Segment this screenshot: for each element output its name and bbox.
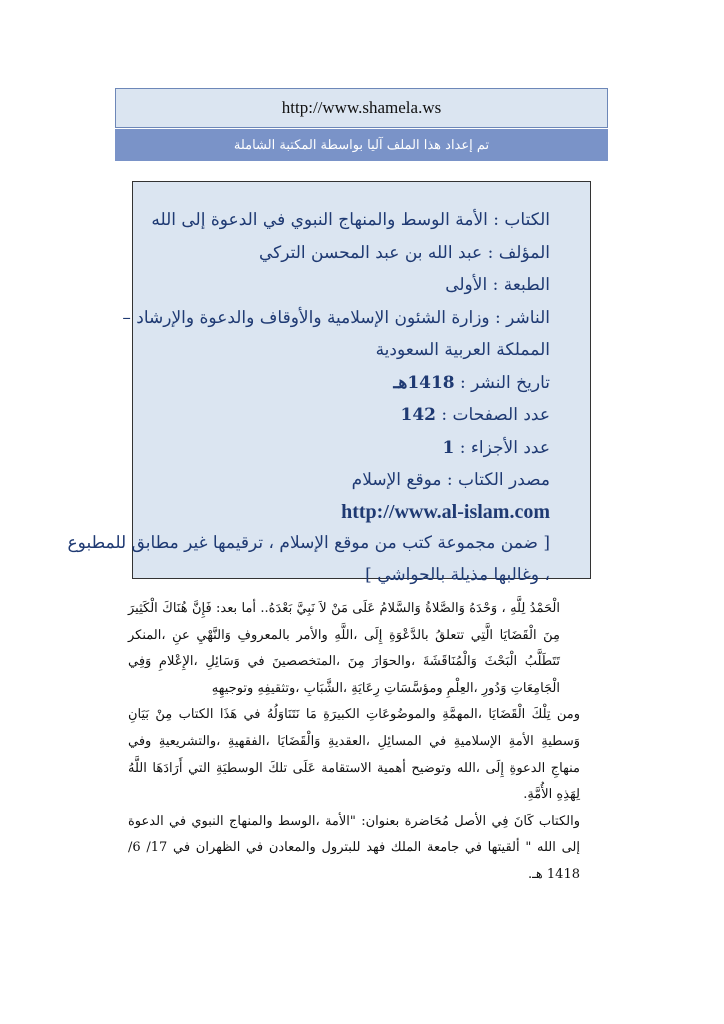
book-source: مصدر الكتاب : موقع الإسلام: [351, 470, 550, 490]
pages-label: عدد الصفحات :: [441, 405, 550, 425]
book-edition: الطبعة : الأولى: [445, 275, 550, 295]
pages-value: 142: [400, 405, 437, 425]
intro-text: [128, 596, 580, 889]
book-author: المؤلف : عبد الله بن عبد المحسن التركي: [258, 242, 550, 263]
book-note-line-1: [ ضمن مجموعة كتب من موقع الإسلام ، ترقيمها غير مطابق للمطبوع: [67, 532, 550, 553]
intro-paragraph-3: والكتاب كَانَ فِي الأصل مُحَاضرة بعنوان: "الأمة ،الوسط والمنهاج النبوي في الدعوة إلى الله " ألقيتها في جامعة الملك فهد للبترول والمعادن في الظهران في 17/ 6/ 1418 هـ.: [128, 813, 580, 882]
book-publisher-line-1: الناشر : وزارة الشئون الإسلامية والأوقاف والدعوة والإرشاد –: [122, 307, 550, 328]
book-pages: [151, 399, 550, 432]
site-url-header: [115, 88, 608, 128]
site-url-text: http://www.shamela.ws: [281, 98, 442, 117]
book-publisher-line-2: المملكة العربية السعودية: [375, 340, 550, 360]
intro-paragraph-1: الْحَمْدُ لِلَّهِ ، وَحْدَهُ وَالصَّلاةُ وَالسَّلامُ عَلَى مَنْ لاَ نَبِيَّ بَعْدَهُ.. أما بعد: فَإِنَّ هُنَاكَ الْكَثِيرَ مِنَ الْقَضَايَا الَّتِي تتعلقُ بالدَّعْوَةِ إِلَى ،اللَّهِ والأمر بالمعروفِ وَالنَّهْيِ عنِ ،المنكر تَتَطَلَّبُ الْبَحْثَ وَالْمُنَاقَشَةَ ،والحوَارَ مِنَ ،المتخصصينَ في وَسَائِلِ ،الإِعْلامِ وَفِي الْجَامِعَاتِ وَدُورِ ،العِلْمِ ومؤسَّسَاتِ رِعَايَةِ ،الشَّبَابِ ،وتثقيفِهِ وتوجيهِهِ: [128, 601, 560, 696]
parts-label: عدد الأجزاء :: [459, 437, 550, 458]
book-info-box: [67, 181, 591, 585]
pub-date-value: 1418هـ: [393, 372, 455, 393]
book-note-line-2: ، وغالبها مذيلة بالحواشي ]: [365, 565, 550, 585]
book-pub-date: [151, 367, 550, 400]
book-title: الكتاب : الأمة الوسط والمنهاج النبوي في الدعوة إلى الله: [151, 210, 550, 230]
intro-paragraph-2: ومن تِلْكَ الْقَضَايَا ،المهمَّةِ والموضُوعَاتِ الكبيرَةِ مَا نَتَنَاوَلُهُ في هَذَا الكتاب مِنْ بَيَانِ وَسطيةِ الأمةِ الإسلاميةِ في المسائِلِ ،العقديةِ وَالْقَضَايَا ،الفقهيةِ ،والتشريعيةِ وفي منهاجِ الدعوةِ إِلَى ،الله وتوضيح أهمية الاستقامة عَلَى تلكَ الوسطيَةِ التي أَرَادَهَا اللَّهُ لِهَذِهِ الأُمَّةِ.: [128, 707, 580, 803]
banner-text: تم إعداد هذا الملف آليا بواسطة المكتبة الشاملة: [233, 137, 490, 153]
book-parts: [151, 432, 550, 465]
source-url: http://www.al-islam.com: [341, 500, 550, 523]
parts-value: 1: [442, 437, 455, 458]
shamela-banner: [115, 129, 608, 161]
pub-date-label: تاريخ النشر :: [460, 372, 550, 393]
